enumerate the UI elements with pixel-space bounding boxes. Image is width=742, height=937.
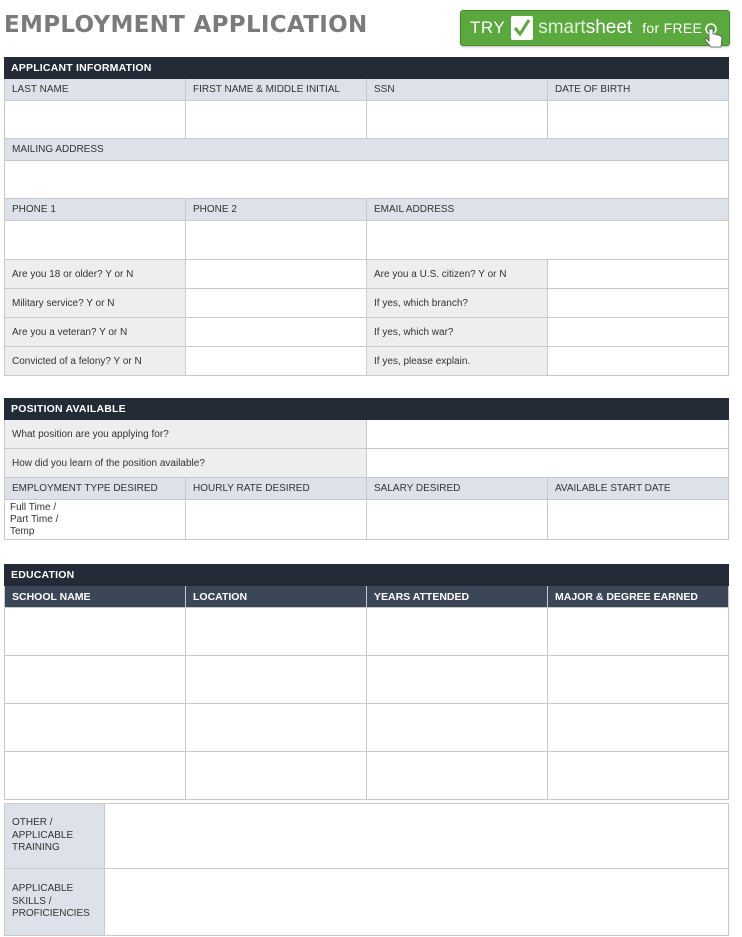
location-cell[interactable] bbox=[186, 656, 367, 704]
education-header: EDUCATION bbox=[4, 564, 729, 586]
years-attended-cell[interactable] bbox=[367, 656, 548, 704]
phone1-label: PHONE 1 bbox=[5, 199, 186, 221]
try-smartsheet-button[interactable] bbox=[460, 10, 730, 46]
training-line-2: APPLICABLE bbox=[12, 829, 74, 841]
school-name-cell[interactable] bbox=[5, 752, 186, 800]
citizen-answer[interactable] bbox=[548, 260, 729, 289]
position-applying-question: What position are you applying for? bbox=[5, 420, 367, 449]
phone1-field[interactable] bbox=[5, 221, 186, 260]
dob-label: DATE OF BIRTH bbox=[548, 79, 729, 101]
years-attended-cell[interactable] bbox=[367, 608, 548, 656]
email-field[interactable] bbox=[367, 221, 729, 260]
other-training-field[interactable] bbox=[105, 804, 729, 869]
felony-question: Convicted of a felony? Y or N bbox=[5, 347, 186, 376]
first-name-field[interactable] bbox=[186, 101, 367, 139]
school-name-cell[interactable] bbox=[5, 656, 186, 704]
type-part-time: Part Time / bbox=[10, 514, 59, 525]
training-line-1: OTHER / bbox=[12, 817, 53, 829]
check-icon bbox=[511, 16, 533, 40]
explain-question: If yes, please explain. bbox=[367, 347, 548, 376]
dob-field[interactable] bbox=[548, 101, 729, 139]
employment-type-field[interactable] bbox=[5, 500, 186, 540]
applicant-header: APPLICANT INFORMATION bbox=[4, 57, 729, 79]
location-header: LOCATION bbox=[186, 586, 367, 608]
veteran-question: Are you a veteran? Y or N bbox=[5, 318, 186, 347]
phone2-label: PHONE 2 bbox=[186, 199, 367, 221]
page-title: EMPLOYMENT APPLICATION bbox=[4, 12, 368, 38]
years-attended-header: YEARS ATTENDED bbox=[367, 586, 548, 608]
major-degree-cell[interactable] bbox=[548, 752, 729, 800]
war-question: If yes, which war? bbox=[367, 318, 548, 347]
mailing-address-label: MAILING ADDRESS bbox=[5, 139, 729, 161]
school-name-cell[interactable] bbox=[5, 704, 186, 752]
age-answer[interactable] bbox=[186, 260, 367, 289]
major-degree-cell[interactable] bbox=[548, 704, 729, 752]
badge-brand-b: sheet bbox=[585, 17, 633, 38]
table-row bbox=[4, 608, 729, 656]
badge-free: for FREE bbox=[642, 20, 703, 36]
position-learn-field[interactable] bbox=[367, 449, 729, 478]
major-degree-cell[interactable] bbox=[548, 608, 729, 656]
last-name-label: LAST NAME bbox=[5, 79, 186, 101]
employment-type-label: EMPLOYMENT TYPE DESIRED bbox=[5, 478, 186, 500]
salary-field[interactable] bbox=[367, 500, 548, 540]
skills-field[interactable] bbox=[105, 869, 729, 936]
mailing-address-field[interactable] bbox=[5, 161, 729, 199]
branch-answer[interactable] bbox=[548, 289, 729, 318]
ssn-label: SSN bbox=[367, 79, 548, 101]
hourly-rate-field[interactable] bbox=[186, 500, 367, 540]
military-question: Military service? Y or N bbox=[5, 289, 186, 318]
major-degree-header: MAJOR & DEGREE EARNED bbox=[548, 586, 729, 608]
hourly-rate-label: HOURLY RATE DESIRED bbox=[186, 478, 367, 500]
table-row bbox=[4, 704, 729, 752]
felony-answer[interactable] bbox=[186, 347, 367, 376]
location-cell[interactable] bbox=[186, 704, 367, 752]
badge-brand-a: smart bbox=[538, 17, 586, 38]
table-row bbox=[4, 752, 729, 800]
email-label: EMAIL ADDRESS bbox=[367, 199, 729, 221]
table-row bbox=[4, 656, 729, 704]
applicant-information-section bbox=[4, 57, 729, 376]
years-attended-cell[interactable] bbox=[367, 752, 548, 800]
skills-label bbox=[5, 869, 105, 936]
citizen-question: Are you a U.S. citizen? Y or N bbox=[367, 260, 548, 289]
start-date-field[interactable] bbox=[548, 500, 729, 540]
pointer-hand-icon bbox=[703, 23, 725, 54]
location-cell[interactable] bbox=[186, 752, 367, 800]
skills-line-2: SKILLS / bbox=[12, 895, 52, 907]
age-question: Are you 18 or older? Y or N bbox=[5, 260, 186, 289]
position-learn-question: How did you learn of the position available? bbox=[5, 449, 367, 478]
explain-answer[interactable] bbox=[548, 347, 729, 376]
ssn-field[interactable] bbox=[367, 101, 548, 139]
school-name-cell[interactable] bbox=[5, 608, 186, 656]
skills-line-1: APPLICABLE bbox=[12, 883, 74, 895]
type-full-time: Full Time / bbox=[10, 502, 57, 513]
badge-try: TRY bbox=[470, 18, 506, 37]
years-attended-cell[interactable] bbox=[367, 704, 548, 752]
last-name-field[interactable] bbox=[5, 101, 186, 139]
education-section bbox=[4, 564, 729, 936]
training-line-3: TRAINING bbox=[12, 842, 60, 854]
salary-label: SALARY DESIRED bbox=[367, 478, 548, 500]
phone2-field[interactable] bbox=[186, 221, 367, 260]
skills-line-3: PROFICIENCIES bbox=[12, 908, 90, 920]
military-answer[interactable] bbox=[186, 289, 367, 318]
location-cell[interactable] bbox=[186, 608, 367, 656]
badge-brand bbox=[538, 17, 632, 39]
position-header: POSITION AVAILABLE bbox=[4, 398, 729, 420]
school-name-header: SCHOOL NAME bbox=[5, 586, 186, 608]
position-available-section bbox=[4, 398, 729, 540]
other-training-label bbox=[5, 804, 105, 869]
start-date-label: AVAILABLE START DATE bbox=[548, 478, 729, 500]
major-degree-cell[interactable] bbox=[548, 656, 729, 704]
branch-question: If yes, which branch? bbox=[367, 289, 548, 318]
first-name-label: FIRST NAME & MIDDLE INITIAL bbox=[186, 79, 367, 101]
type-temp: Temp bbox=[10, 526, 35, 537]
war-answer[interactable] bbox=[548, 318, 729, 347]
position-applying-field[interactable] bbox=[367, 420, 729, 449]
veteran-answer[interactable] bbox=[186, 318, 367, 347]
